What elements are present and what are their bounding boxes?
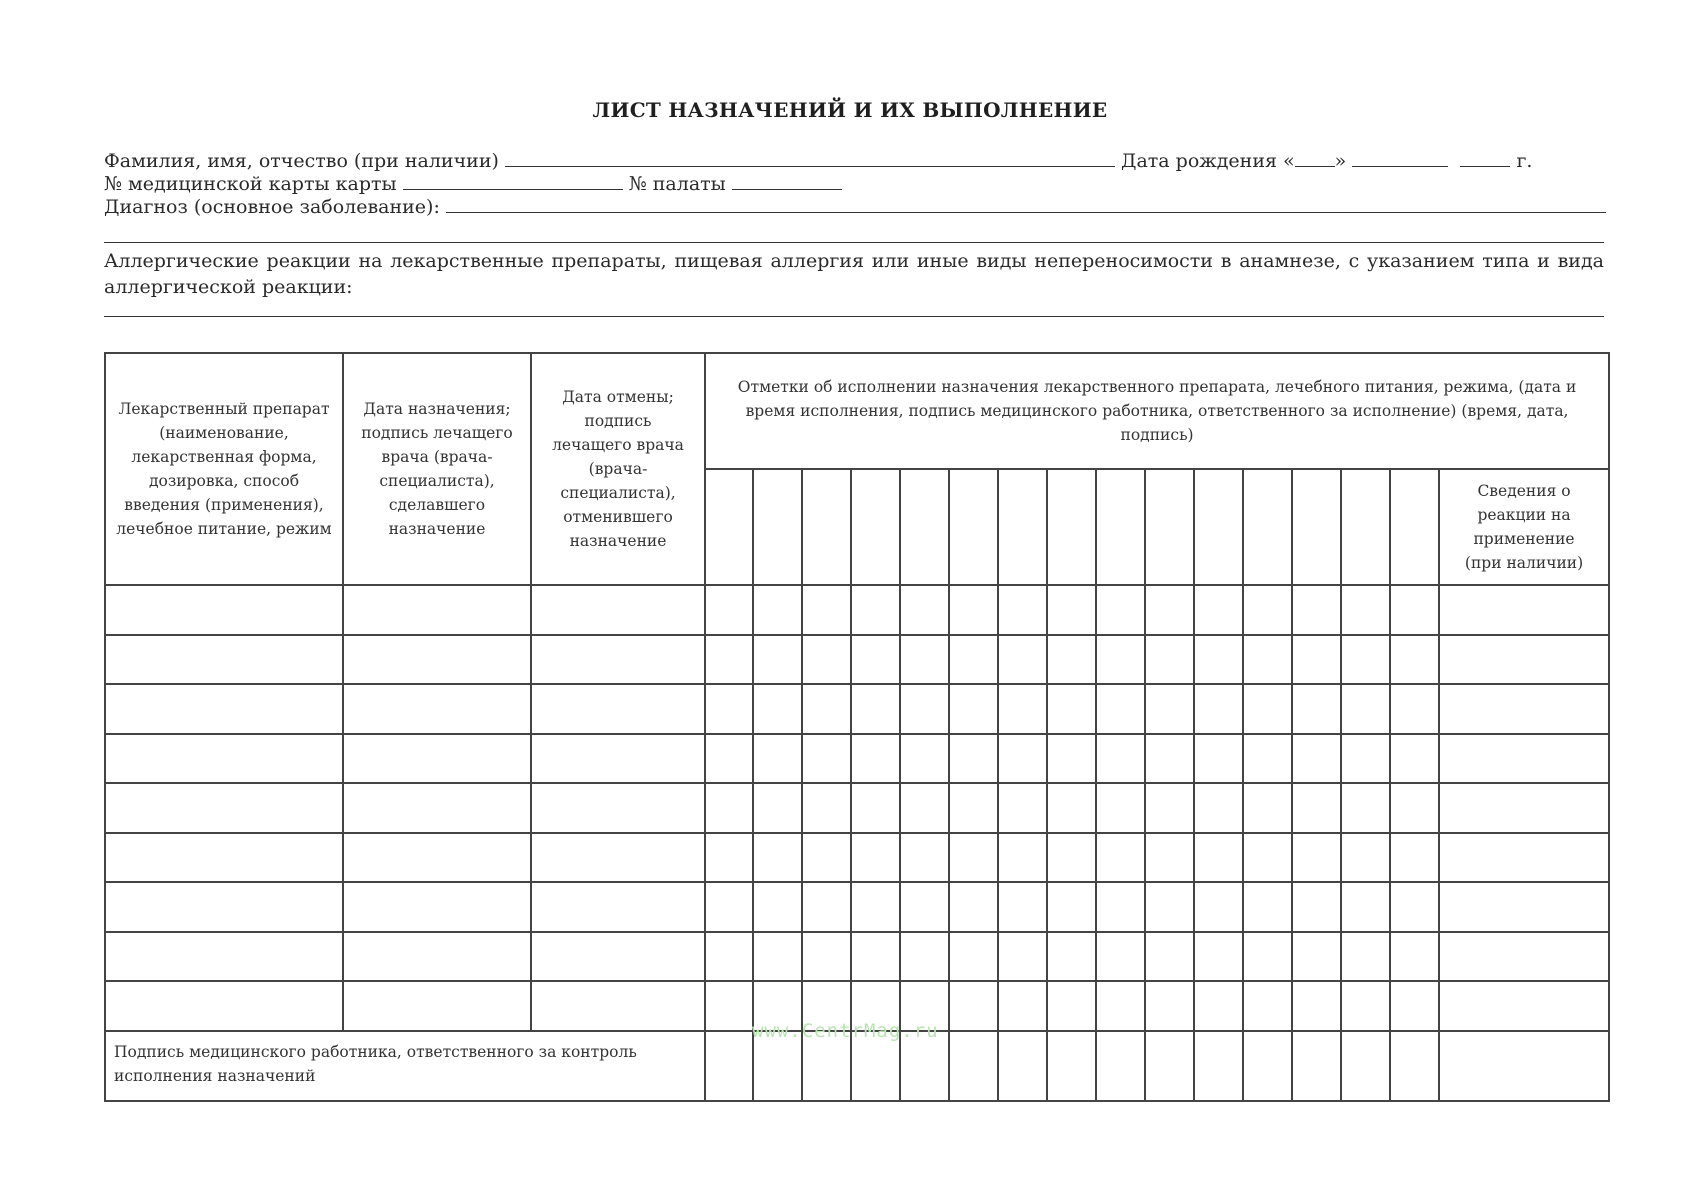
table-cell[interactable] [1341, 635, 1390, 685]
table-cell[interactable] [705, 684, 753, 734]
ward-label: № палаты [628, 173, 726, 195]
table-cell[interactable] [998, 684, 1047, 734]
table-cell[interactable] [343, 882, 531, 932]
table-cell[interactable] [531, 882, 705, 932]
signature-cell[interactable] [1341, 1031, 1390, 1101]
table-cell[interactable] [1341, 783, 1390, 833]
table-cell[interactable] [851, 585, 900, 635]
table-cell[interactable] [802, 882, 851, 932]
table-cell[interactable] [998, 932, 1047, 982]
table-cell[interactable] [1194, 981, 1243, 1031]
header-row-1 [105, 353, 1609, 469]
signature-label: Подпись медицинского работника, ответственного за контроль исполнения назначений [105, 1031, 705, 1101]
table-body [105, 585, 1609, 1031]
signature-cell[interactable] [998, 1031, 1047, 1101]
table-cell[interactable] [1243, 734, 1292, 784]
table-cell[interactable] [531, 585, 705, 635]
table-cell[interactable] [753, 635, 802, 685]
table-cell[interactable] [1390, 882, 1439, 932]
table-cell[interactable] [343, 783, 531, 833]
table-cell[interactable] [998, 783, 1047, 833]
table-cell[interactable] [949, 734, 998, 784]
table-cell[interactable] [998, 882, 1047, 932]
table-cell[interactable] [851, 684, 900, 734]
table-cell[interactable] [1145, 585, 1194, 635]
table-cell[interactable] [802, 635, 851, 685]
table-cell[interactable] [531, 783, 705, 833]
table-cell[interactable] [343, 635, 531, 685]
table-cell[interactable] [1145, 833, 1194, 883]
table-cell[interactable] [1096, 932, 1145, 982]
table-cell[interactable] [105, 981, 343, 1031]
table-cell[interactable] [1096, 635, 1145, 685]
table-cell[interactable] [705, 783, 753, 833]
table-cell[interactable] [105, 932, 343, 982]
table-row [105, 585, 1609, 635]
signature-cell[interactable] [949, 1031, 998, 1101]
header-cancel-date: Дата отмены; подпись лечащего врача (врача-специалиста), отменившего назначение [531, 353, 705, 585]
table-cell[interactable] [1439, 585, 1609, 635]
table-cell[interactable] [753, 833, 802, 883]
year-suffix: г. [1516, 150, 1533, 172]
table-row [105, 932, 1609, 982]
table-cell[interactable] [1096, 734, 1145, 784]
prescription-table [104, 352, 1610, 1102]
table-cell[interactable] [105, 734, 343, 784]
mark-col-header [705, 469, 753, 585]
table-cell[interactable] [1243, 833, 1292, 883]
mark-col-header [1145, 469, 1194, 585]
header-prescription-date: Дата назначения; подпись лечащего врача (врача-специалиста), сделавшего назначение [343, 353, 531, 585]
table-cell[interactable] [1292, 833, 1341, 883]
table-cell[interactable] [1194, 932, 1243, 982]
table-cell[interactable] [753, 882, 802, 932]
table-cell[interactable] [1194, 635, 1243, 685]
table-cell[interactable] [1390, 981, 1439, 1031]
table-cell[interactable] [802, 585, 851, 635]
table-cell[interactable] [1145, 932, 1194, 982]
table-cell[interactable] [105, 684, 343, 734]
table-cell[interactable] [1047, 684, 1096, 734]
table-cell[interactable] [900, 833, 949, 883]
table-cell[interactable] [1341, 882, 1390, 932]
table-cell[interactable] [900, 635, 949, 685]
table-cell[interactable] [1194, 833, 1243, 883]
card-line [104, 173, 842, 195]
mark-col-header [1243, 469, 1292, 585]
mark-col-header [1194, 469, 1243, 585]
table-cell[interactable] [1145, 882, 1194, 932]
table-cell[interactable] [1194, 684, 1243, 734]
signature-cell[interactable] [1439, 1031, 1609, 1101]
table-cell[interactable] [1096, 783, 1145, 833]
table-cell[interactable] [1243, 585, 1292, 635]
signature-cell[interactable] [1292, 1031, 1341, 1101]
table-cell[interactable] [1047, 932, 1096, 982]
table-cell[interactable] [1145, 734, 1194, 784]
signature-cell[interactable] [1243, 1031, 1292, 1101]
birth-year-field[interactable] [1460, 165, 1510, 167]
diagnosis-label: Диагноз (основное заболевание): [104, 196, 440, 218]
signature-cell[interactable] [1145, 1031, 1194, 1101]
table-cell[interactable] [949, 783, 998, 833]
mark-col-header [851, 469, 900, 585]
diagnosis-field[interactable] [446, 211, 1606, 213]
table-cell[interactable] [851, 783, 900, 833]
mark-col-header [753, 469, 802, 585]
signature-cell[interactable] [1047, 1031, 1096, 1101]
birth-day-field[interactable] [1295, 165, 1335, 167]
table-cell[interactable] [949, 585, 998, 635]
table-cell[interactable] [705, 981, 753, 1031]
table-cell[interactable] [1341, 684, 1390, 734]
table-cell[interactable] [1194, 783, 1243, 833]
table-cell[interactable] [705, 833, 753, 883]
mark-col-header [1096, 469, 1145, 585]
mark-col-header [1341, 469, 1390, 585]
table-cell[interactable] [531, 635, 705, 685]
table-cell[interactable] [1341, 981, 1390, 1031]
table-cell[interactable] [1243, 932, 1292, 982]
table-cell[interactable] [1145, 783, 1194, 833]
table-cell[interactable] [998, 833, 1047, 883]
allergy-label: Аллергические реакции на лекарственные препараты, пищевая аллергия или иные виды непереносимости в анамнезе, с указанием типа и вида аллергической реакции: [104, 250, 1604, 298]
table-cell[interactable] [802, 734, 851, 784]
table-cell[interactable] [1390, 684, 1439, 734]
table-cell[interactable] [1439, 833, 1609, 883]
table-cell[interactable] [851, 932, 900, 982]
birth-quote: » [1334, 150, 1347, 172]
table-cell[interactable] [1439, 932, 1609, 982]
table-cell[interactable] [900, 684, 949, 734]
table-cell[interactable] [1047, 783, 1096, 833]
mark-col-header [949, 469, 998, 585]
watermark: www.CentrMag.ru [752, 1020, 939, 1042]
table-cell[interactable] [105, 783, 343, 833]
table-cell[interactable] [900, 783, 949, 833]
table-cell[interactable] [105, 833, 343, 883]
table-cell[interactable] [949, 684, 998, 734]
table-cell[interactable] [1439, 882, 1609, 932]
signature-cell[interactable] [1390, 1031, 1439, 1101]
table-cell[interactable] [1292, 932, 1341, 982]
fio-field[interactable] [505, 165, 1115, 167]
table-cell[interactable] [1194, 734, 1243, 784]
table-cell[interactable] [802, 932, 851, 982]
table-cell[interactable] [1243, 783, 1292, 833]
page-title: ЛИСТ НАЗНАЧЕНИЙ И ИХ ВЫПОЛНЕНИЕ [592, 98, 1108, 122]
table-cell[interactable] [705, 882, 753, 932]
table-cell[interactable] [900, 734, 949, 784]
table-cell[interactable] [1439, 981, 1609, 1031]
birth-month-field[interactable] [1352, 165, 1448, 167]
table-cell[interactable] [1341, 833, 1390, 883]
table-cell[interactable] [1292, 783, 1341, 833]
table-cell[interactable] [949, 981, 998, 1031]
header-execution-marks: Отметки об исполнении назначения лекарственного препарата, лечебного питания, режима, (дата и время исполнения, подпись медицинского работника, ответственного за исполнение) (время, дата, подпись) [705, 353, 1609, 469]
table-cell[interactable] [343, 585, 531, 635]
table-cell[interactable] [1243, 882, 1292, 932]
table-cell[interactable] [1243, 635, 1292, 685]
ward-number-field[interactable] [732, 188, 842, 190]
birth-label: Дата рождения « [1121, 150, 1295, 172]
table-cell[interactable] [343, 981, 531, 1031]
table-cell[interactable] [531, 932, 705, 982]
table-cell[interactable] [998, 585, 1047, 635]
table-row [105, 635, 1609, 685]
table-cell[interactable] [1292, 734, 1341, 784]
header-reaction-info: Сведения о реакции на применение (при наличии) [1439, 469, 1609, 585]
table-cell[interactable] [753, 932, 802, 982]
mark-col-header [802, 469, 851, 585]
table-cell[interactable] [1390, 585, 1439, 635]
table-cell[interactable] [531, 833, 705, 883]
table-cell[interactable] [1390, 932, 1439, 982]
diagnosis-line [104, 196, 1606, 218]
fio-label: Фамилия, имя, отчество (при наличии) [104, 150, 499, 172]
table-cell[interactable] [1145, 635, 1194, 685]
table-cell[interactable] [705, 585, 753, 635]
table-cell[interactable] [802, 783, 851, 833]
allergy-field-line[interactable] [104, 316, 1604, 317]
table-cell[interactable] [753, 585, 802, 635]
table-row [105, 734, 1609, 784]
table-cell[interactable] [1096, 684, 1145, 734]
table-cell[interactable] [1047, 833, 1096, 883]
table-row [105, 833, 1609, 883]
table-cell[interactable] [1292, 981, 1341, 1031]
table-cell[interactable] [1145, 981, 1194, 1031]
signature-cell[interactable] [705, 1031, 753, 1101]
table-cell[interactable] [1047, 734, 1096, 784]
table-cell[interactable] [1439, 783, 1609, 833]
table-cell[interactable] [1341, 734, 1390, 784]
table-cell[interactable] [753, 734, 802, 784]
table-cell[interactable] [343, 833, 531, 883]
table-cell[interactable] [949, 635, 998, 685]
table-cell[interactable] [1390, 783, 1439, 833]
table-row [105, 783, 1609, 833]
card-number-field[interactable] [403, 188, 623, 190]
table-cell[interactable] [1292, 635, 1341, 685]
table-cell[interactable] [1096, 833, 1145, 883]
mark-col-header [1390, 469, 1439, 585]
table-cell[interactable] [1390, 635, 1439, 685]
mark-col-header [1292, 469, 1341, 585]
table-cell[interactable] [851, 635, 900, 685]
table-cell[interactable] [1439, 684, 1609, 734]
table-cell[interactable] [1047, 585, 1096, 635]
table-cell[interactable] [1047, 981, 1096, 1031]
table-cell[interactable] [753, 783, 802, 833]
table-row [105, 684, 1609, 734]
table-cell[interactable] [998, 981, 1047, 1031]
table-cell[interactable] [105, 635, 343, 685]
table-cell[interactable] [1390, 833, 1439, 883]
table-cell[interactable] [1145, 684, 1194, 734]
table-cell[interactable] [851, 734, 900, 784]
table-cell[interactable] [1292, 585, 1341, 635]
table-cell[interactable] [1194, 585, 1243, 635]
table-cell[interactable] [1096, 882, 1145, 932]
table-cell[interactable] [949, 932, 998, 982]
table-cell[interactable] [851, 833, 900, 883]
table-cell[interactable] [998, 734, 1047, 784]
table-cell[interactable] [343, 734, 531, 784]
table-cell[interactable] [1292, 684, 1341, 734]
card-label: № медицинской карты карты [104, 173, 397, 195]
header-drug: Лекарственный препарат (наименование, лекарственная форма, дозировка, способ введения (применения), лечебное питание, режим [105, 353, 343, 585]
table-cell[interactable] [705, 635, 753, 685]
diagnosis-extra-line[interactable] [104, 242, 1604, 243]
table-cell[interactable] [1439, 734, 1609, 784]
table-cell[interactable] [998, 635, 1047, 685]
table-cell[interactable] [1096, 981, 1145, 1031]
mark-col-header [998, 469, 1047, 585]
table-cell[interactable] [1243, 684, 1292, 734]
table-cell[interactable] [105, 585, 343, 635]
table-cell[interactable] [343, 932, 531, 982]
fio-line [104, 150, 1532, 172]
table-cell[interactable] [1390, 734, 1439, 784]
signature-cell[interactable] [1194, 1031, 1243, 1101]
table-cell[interactable] [802, 684, 851, 734]
table-cell[interactable] [531, 734, 705, 784]
table-cell[interactable] [900, 585, 949, 635]
table-cell[interactable] [851, 882, 900, 932]
table-cell[interactable] [1194, 882, 1243, 932]
table-cell[interactable] [531, 684, 705, 734]
table-row [105, 882, 1609, 932]
mark-col-header [1047, 469, 1096, 585]
mark-col-header [900, 469, 949, 585]
table-cell[interactable] [1439, 635, 1609, 685]
table-cell[interactable] [900, 882, 949, 932]
table-cell[interactable] [753, 684, 802, 734]
table-cell[interactable] [1341, 585, 1390, 635]
table-cell[interactable] [1243, 981, 1292, 1031]
table-cell[interactable] [705, 734, 753, 784]
table-cell[interactable] [949, 882, 998, 932]
table-cell[interactable] [802, 833, 851, 883]
table-cell[interactable] [1096, 585, 1145, 635]
table-cell[interactable] [531, 981, 705, 1031]
table-cell[interactable] [105, 882, 343, 932]
table-cell[interactable] [705, 932, 753, 982]
table-cell[interactable] [343, 684, 531, 734]
table-cell[interactable] [900, 932, 949, 982]
signature-cell[interactable] [1096, 1031, 1145, 1101]
table-cell[interactable] [1292, 882, 1341, 932]
table-cell[interactable] [1341, 932, 1390, 982]
table-cell[interactable] [949, 833, 998, 883]
table-cell[interactable] [1047, 635, 1096, 685]
table-cell[interactable] [1047, 882, 1096, 932]
